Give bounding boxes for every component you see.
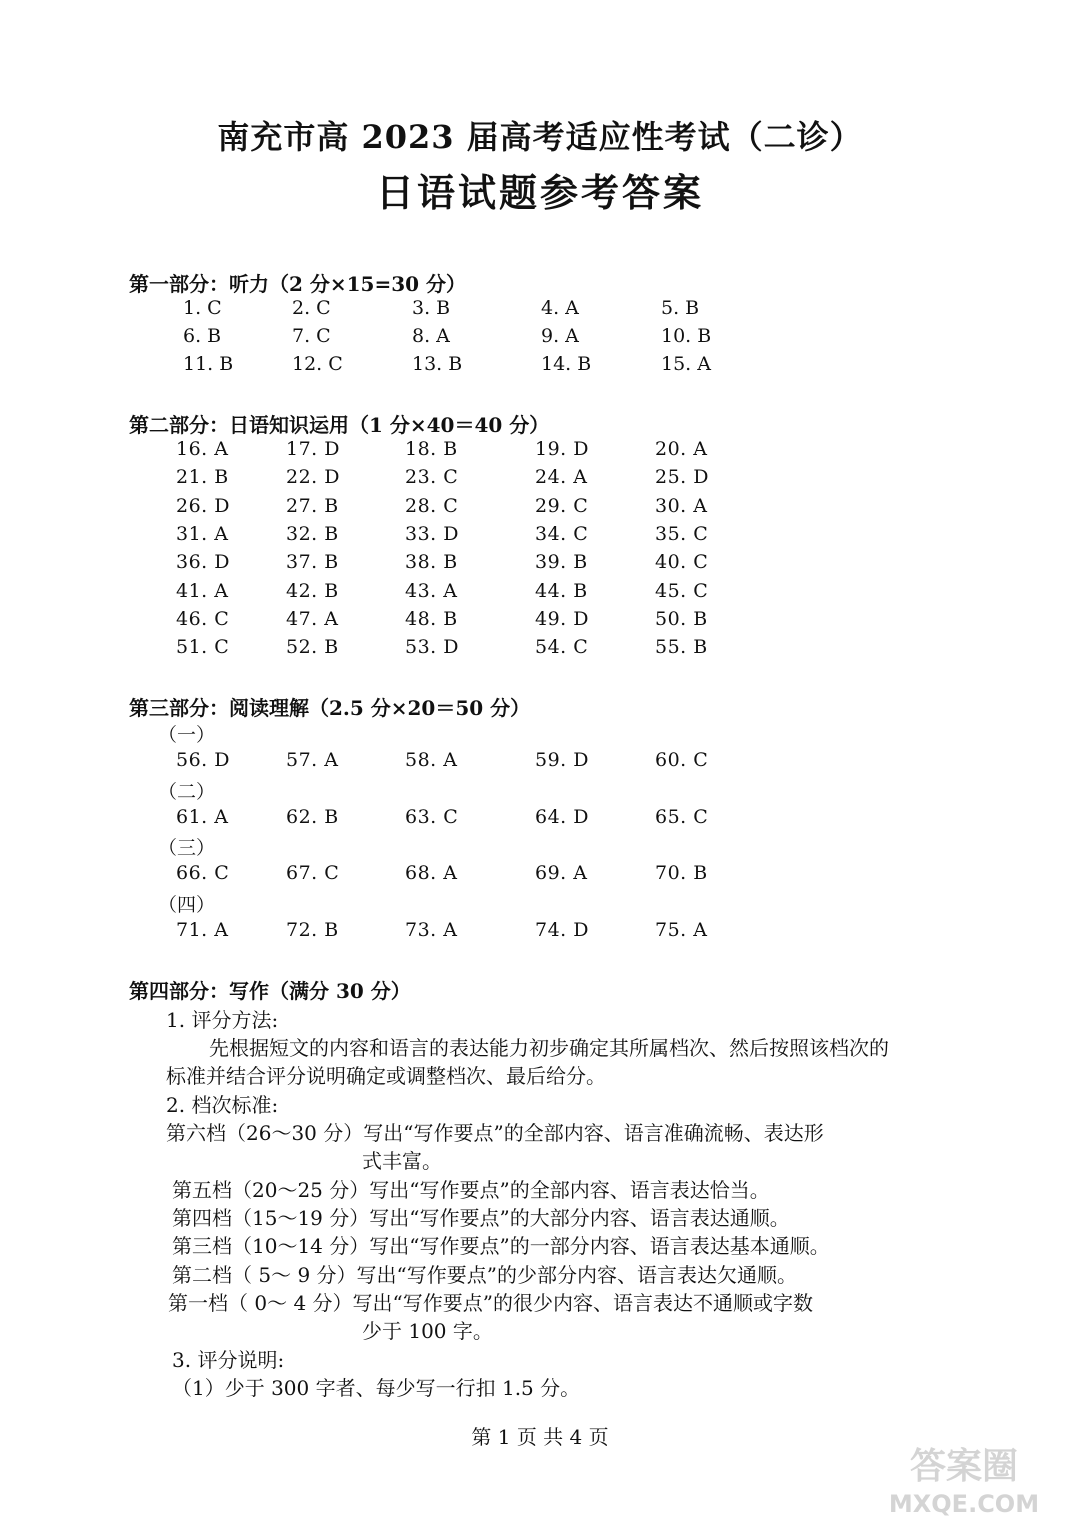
answer-item: 30. A — [655, 494, 708, 517]
answer-item: 27. B — [286, 494, 339, 517]
answer-item: 43. A — [405, 579, 458, 602]
answer-item: 19. D — [535, 438, 589, 460]
answer-item: 38. B — [405, 551, 458, 574]
answer-item: 66. C — [176, 862, 230, 885]
answer-item: 52. B — [286, 636, 339, 659]
answer-item: 72. B — [286, 919, 339, 942]
answer-item: 40. C — [655, 551, 709, 574]
answer-item: 75. A — [655, 919, 708, 942]
section-label: （二） — [158, 780, 216, 803]
answer-item: 44. B — [535, 579, 588, 602]
section-label: （四） — [158, 894, 216, 917]
part4-heading: 第四部分：写作（满分 30 分） — [129, 979, 411, 1003]
answer-item: 11. B — [183, 353, 234, 375]
answer-item: 9. A — [541, 325, 579, 347]
answer-item: 56. D — [176, 749, 230, 771]
answer-item: 28. C — [405, 494, 459, 517]
answer-item: 17. D — [286, 438, 340, 460]
answer-item: 24. A — [535, 466, 588, 489]
answer-item: 37. B — [286, 551, 339, 574]
level3: 第三档（10～14 分）写出“写作要点”的一部分内容、语言表达基本通顺。 — [172, 1234, 830, 1258]
watermark-logo — [874, 1440, 1054, 1520]
answer-item: 36. D — [176, 551, 230, 574]
watermark-text-url: MXQE.COM — [888, 1490, 1040, 1518]
answer-item: 50. B — [655, 607, 708, 630]
answer-item: 46. C — [176, 607, 230, 630]
scoring-method-line2: 标准并结合评分说明确定或调整档次、最后给分。 — [166, 1064, 606, 1088]
answer-item: 14. B — [541, 353, 592, 375]
answer-item: 34. C — [535, 522, 589, 545]
answer-item: 20. A — [655, 438, 708, 460]
answer-item: 51. C — [176, 636, 230, 659]
answer-item: 42. B — [286, 579, 339, 602]
note1: （1）少于 300 字者、每少写一行扣 1.5 分。 — [172, 1376, 581, 1400]
answer-item: 71. A — [176, 919, 229, 942]
answer-item: 60. C — [655, 749, 709, 771]
answer-item: 21. B — [176, 466, 229, 489]
answer-item: 5. B — [661, 297, 700, 319]
level5: 第五档（20～25 分）写出“写作要点”的全部内容、语言表达恰当。 — [172, 1178, 770, 1202]
answer-item: 61. A — [176, 805, 229, 828]
level4: 第四档（15～19 分）写出“写作要点”的大部分内容、语言表达通顺。 — [172, 1206, 790, 1230]
answer-item: 26. D — [176, 494, 230, 517]
answer-item: 33. D — [405, 522, 459, 545]
answer-item: 10. B — [661, 325, 712, 347]
page-footer: 第 1 页 共 4 页 — [471, 1425, 609, 1449]
answer-item: 69. A — [535, 862, 588, 885]
answer-item: 4. A — [541, 297, 579, 319]
answer-item: 73. A — [405, 919, 458, 942]
answer-item: 57. A — [286, 749, 339, 771]
answer-item: 6. B — [183, 325, 222, 347]
scoring-method-line1: 先根据短文的内容和语言的表达能力初步确定其所属档次、然后按照该档次的 — [209, 1036, 889, 1060]
answer-item: 45. C — [655, 579, 709, 602]
part2-heading: 第二部分：日语知识运用（1 分×40＝40 分） — [129, 413, 550, 437]
answer-item: 18. B — [405, 438, 458, 460]
answer-item: 47. A — [286, 607, 339, 630]
answer-item: 35. C — [655, 522, 709, 545]
answer-item: 53. D — [405, 636, 459, 659]
answer-item: 32. B — [286, 522, 339, 545]
answer-item: 39. B — [535, 551, 588, 574]
levels-title: 2. 档次标准: — [166, 1093, 279, 1117]
section-label: （一） — [158, 724, 216, 746]
level2: 第二档（ 5～ 9 分）写出“写作要点”的少部分内容、语言表达欠通顺。 — [172, 1263, 797, 1287]
answer-item: 1. C — [183, 297, 222, 319]
answer-item: 59. D — [535, 749, 589, 771]
answer-item: 41. A — [176, 579, 229, 602]
document-title-line2: 日语试题参考答案 — [375, 171, 704, 215]
answer-item: 49. D — [535, 607, 589, 630]
part1-heading: 第一部分：听力（2 分×15=30 分） — [129, 272, 467, 296]
answer-item: 15. A — [661, 353, 711, 375]
answer-item: 31. A — [176, 522, 229, 545]
watermark-text-cn: 答案圈 — [909, 1446, 1019, 1487]
answer-item: 29. C — [535, 494, 589, 517]
answer-item: 70. B — [655, 862, 708, 885]
answer-item: 74. D — [535, 919, 589, 942]
answer-item: 67. C — [286, 862, 340, 885]
answer-item: 25. D — [655, 466, 709, 489]
level6-line1: 第六档（26～30 分）写出“写作要点”的全部内容、语言准确流畅、表达形 — [166, 1121, 824, 1145]
part3-heading: 第三部分：阅读理解（2.5 分×20＝50 分） — [129, 696, 531, 720]
section-label: （三） — [158, 837, 216, 860]
answer-item: 16. A — [176, 438, 229, 460]
document-title-line1: 南充市高 2023 届高考适应性考试（二诊） — [217, 118, 863, 156]
answer-item: 64. D — [535, 805, 589, 828]
answer-item: 63. C — [405, 805, 459, 828]
level1-line1: 第一档（ 0～ 4 分）写出“写作要点”的很少内容、语言表达不通顺或字数 — [168, 1291, 813, 1315]
level6-line2: 式丰富。 — [362, 1149, 442, 1173]
answer-item: 68. A — [405, 862, 458, 885]
answer-item: 58. A — [405, 749, 458, 771]
answer-item: 65. C — [655, 805, 709, 828]
answer-item: 12. C — [292, 353, 343, 375]
answer-item: 62. B — [286, 805, 339, 828]
answer-item: 54. C — [535, 636, 589, 659]
answer-item: 48. B — [405, 607, 458, 630]
answer-item: 7. C — [292, 325, 331, 347]
answer-item: 13. B — [412, 353, 463, 375]
answer-item: 23. C — [405, 466, 459, 489]
notes-title: 3. 评分说明: — [172, 1348, 285, 1372]
answer-item: 2. C — [292, 297, 331, 319]
scoring-method-title: 1. 评分方法: — [166, 1008, 279, 1032]
answer-item: 22. D — [286, 466, 340, 489]
answer-item: 8. A — [412, 325, 450, 347]
answer-item: 3. B — [412, 297, 451, 319]
answer-item: 55. B — [655, 636, 708, 659]
level1-line2: 少于 100 字。 — [362, 1319, 493, 1343]
